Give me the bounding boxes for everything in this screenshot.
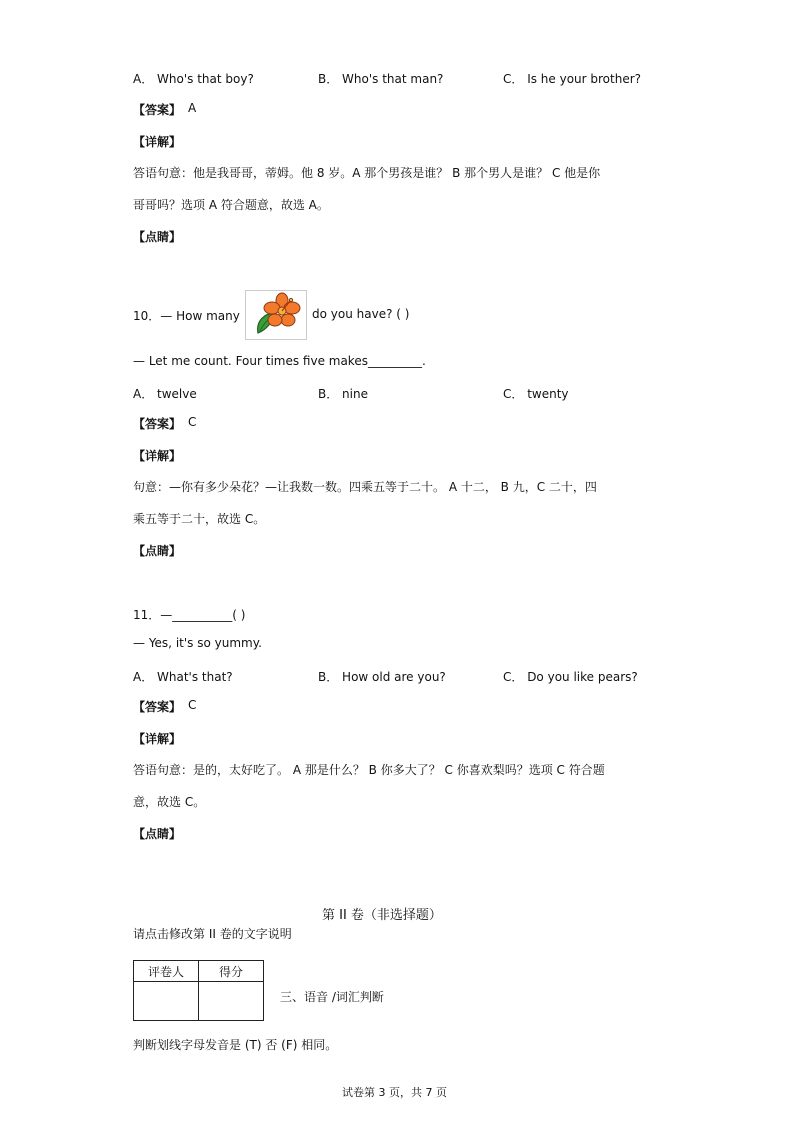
flower-image: [245, 290, 307, 340]
flower-icon: [246, 291, 306, 339]
q10-suffix: do you have? ( ): [312, 307, 410, 321]
q10-option-c: C． twenty: [503, 387, 569, 401]
q11-detail-line2: 意，故选 C。: [133, 795, 206, 809]
q10-prefix: 10．— How many: [133, 309, 240, 323]
q11-option-a: A． What's that?: [133, 670, 233, 684]
q9-detail-line1: 答语句意：他是我哥哥，蒂姆。他 8 岁。A 那个男孩是谁？ B 那个男人是谁？ C 他是你: [133, 166, 601, 180]
q11-answer-label: 【答案】: [133, 700, 182, 714]
q11-line2: — Yes, it's so yummy.: [133, 636, 262, 650]
grading-table: [133, 960, 264, 1021]
q11-line1: 11．—__________( ): [133, 608, 246, 622]
q9-answer-label: 【答案】: [133, 103, 182, 117]
q10-line2: — Let me count. Four times five makes_________.: [133, 354, 426, 368]
grader-cell: [134, 982, 199, 1021]
q10-option-b: B． nine: [318, 387, 368, 401]
part-instruction: 判断划线字母发音是 (T) 否 (F) 相同。: [133, 1038, 338, 1052]
q9-comment-label: 【点睛】: [133, 230, 182, 244]
q9-answer-value: A: [188, 101, 197, 115]
score-cell: [199, 982, 264, 1021]
q10-option-a: A． twelve: [133, 387, 197, 401]
page-footer: 试卷第 3 页，共 7 页: [342, 1086, 447, 1099]
q9-detail-label: 【详解】: [133, 135, 182, 149]
score-header: 得分: [199, 961, 264, 982]
part-title: 三、语音 /词汇判断: [280, 990, 384, 1004]
q11-answer-value: C: [188, 698, 197, 712]
q10-detail-line1: 句意：—你有多少朵花？—让我数一数。四乘五等于二十。 A 十二， B 九，C 二十，四: [133, 480, 597, 494]
q11-comment-label: 【点睛】: [133, 827, 182, 841]
q11-detail-line1: 答语句意：是的，太好吃了。 A 那是什么？ B 你多大了？ C 你喜欢梨吗？选项 C 符合题: [133, 763, 605, 777]
q10-answer-label: 【答案】: [133, 417, 182, 431]
grader-header: 评卷人: [134, 961, 199, 982]
q11-option-b: B． How old are you?: [318, 670, 446, 684]
q10-detail-line2: 乘五等于二十，故选 C。: [133, 512, 266, 526]
q11-option-c: C． Do you like pears?: [503, 670, 638, 684]
q10-answer-value: C: [188, 415, 197, 429]
q9-option-c: C． Is he your brother?: [503, 72, 642, 86]
section-note: 请点击修改第 II 卷的文字说明: [133, 927, 292, 941]
q9-detail-line2: 哥哥吗？选项 A 符合题意，故选 A。: [133, 198, 329, 212]
q9-option-b: B． Who's that man?: [318, 72, 444, 86]
q10-detail-label: 【详解】: [133, 449, 182, 463]
q10-comment-label: 【点睛】: [133, 544, 182, 558]
section-title: 第 II 卷（非选择题）: [322, 908, 442, 923]
q11-detail-label: 【详解】: [133, 732, 182, 746]
q9-option-a: A． Who's that boy?: [133, 72, 254, 86]
